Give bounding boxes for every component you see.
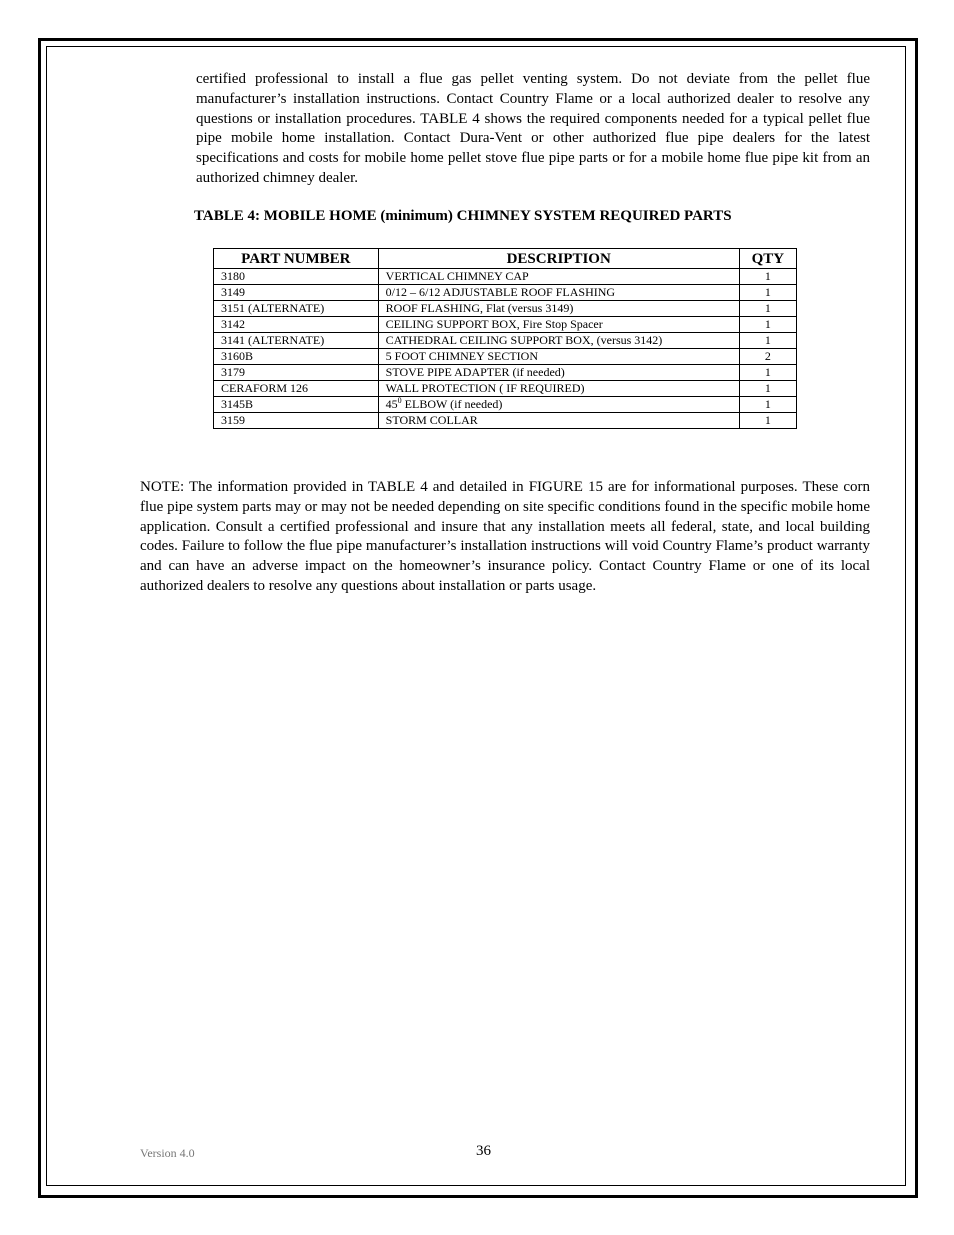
cell-description: STORM COLLAR — [378, 413, 739, 429]
table-header-row — [214, 249, 797, 269]
cell-qty: 1 — [739, 285, 796, 301]
elbow-angle: 45 — [385, 397, 398, 411]
cell-part-number: 3142 — [214, 317, 379, 333]
cell-qty: 1 — [739, 381, 796, 397]
cell-description: CEILING SUPPORT BOX, Fire Stop Spacer — [378, 317, 739, 333]
cell-qty: 1 — [739, 413, 796, 429]
parts-table — [213, 248, 797, 429]
cell-part-number: 3141 (ALTERNATE) — [214, 333, 379, 349]
intro-paragraph: certified professional to install a flue gas pellet venting system. Do not deviate from the pellet flue manufacturer’s installation instructions. Contact Country Flame or a local authorized dealer to resolve any questions or installation procedures. TABLE 4 shows the required components needed for a typical pellet flue pipe mobile home installation. Contact Dura-Vent or other authorized flue pipe dealers for the latest specifications and costs for mobile home pellet stove flue pipe parts or for a mobile home flue pipe kit from an authorized chimney dealer. — [196, 71, 870, 186]
table-row — [214, 397, 797, 413]
cell-qty: 1 — [739, 333, 796, 349]
cell-description: ROOF FLASHING, Flat (versus 3149) — [378, 301, 739, 317]
cell-description — [378, 397, 739, 413]
page-number: 36 — [476, 1143, 491, 1159]
table-row — [214, 413, 797, 429]
cell-qty: 1 — [739, 301, 796, 317]
table-row — [214, 301, 797, 317]
cell-qty: 1 — [739, 397, 796, 413]
cell-part-number: 3180 — [214, 269, 379, 285]
cell-qty: 1 — [739, 365, 796, 381]
cell-description: WALL PROTECTION ( IF REQUIRED) — [378, 381, 739, 397]
table-row — [214, 381, 797, 397]
header-qty: QTY — [739, 249, 796, 269]
header-part-number: PART NUMBER — [214, 249, 379, 269]
table-row — [214, 285, 797, 301]
cell-part-number: 3149 — [214, 285, 379, 301]
elbow-description: ELBOW (if needed) — [401, 397, 503, 411]
cell-description: VERTICAL CHIMNEY CAP — [378, 269, 739, 285]
cell-part-number: 3159 — [214, 413, 379, 429]
cell-qty: 2 — [739, 349, 796, 365]
table-row — [214, 269, 797, 285]
cell-qty: 1 — [739, 269, 796, 285]
degree-superscript: 0 — [397, 396, 402, 405]
cell-part-number: 3145B — [214, 397, 379, 413]
cell-part-number: 3179 — [214, 365, 379, 381]
header-description: DESCRIPTION — [378, 249, 739, 269]
cell-part-number: 3151 (ALTERNATE) — [214, 301, 379, 317]
note-paragraph: NOTE: The information provided in TABLE 4 and detailed in FIGURE 15 are for informational purposes. These corn flue pipe system parts may or may not be needed depending on site specific conditions found in the specific mobile home application. Consult a certified professional and insure that any installation meets all federal, state, and local building codes. Failure to follow the flue pipe manufacturer’s installation instructions will void Country Flame’s product warranty and can have an adverse impact on the homeowner’s insurance policy. Contact Country Flame or one of its local authorized dealers to resolve any questions about installation or parts usage. — [140, 479, 870, 594]
cell-qty: 1 — [739, 317, 796, 333]
version-label: Version 4.0 — [140, 1146, 195, 1160]
table-row — [214, 317, 797, 333]
cell-description: 0/12 – 6/12 ADJUSTABLE ROOF FLASHING — [378, 285, 739, 301]
cell-part-number: CERAFORM 126 — [214, 381, 379, 397]
table-row — [214, 333, 797, 349]
table-row — [214, 349, 797, 365]
cell-description: 5 FOOT CHIMNEY SECTION — [378, 349, 739, 365]
cell-description: CATHEDRAL CEILING SUPPORT BOX, (versus 3142) — [378, 333, 739, 349]
cell-part-number: 3160B — [214, 349, 379, 365]
cell-description: STOVE PIPE ADAPTER (if needed) — [378, 365, 739, 381]
table-title: TABLE 4: MOBILE HOME (minimum) CHIMNEY SYSTEM REQUIRED PARTS — [194, 208, 732, 224]
table-row — [214, 365, 797, 381]
